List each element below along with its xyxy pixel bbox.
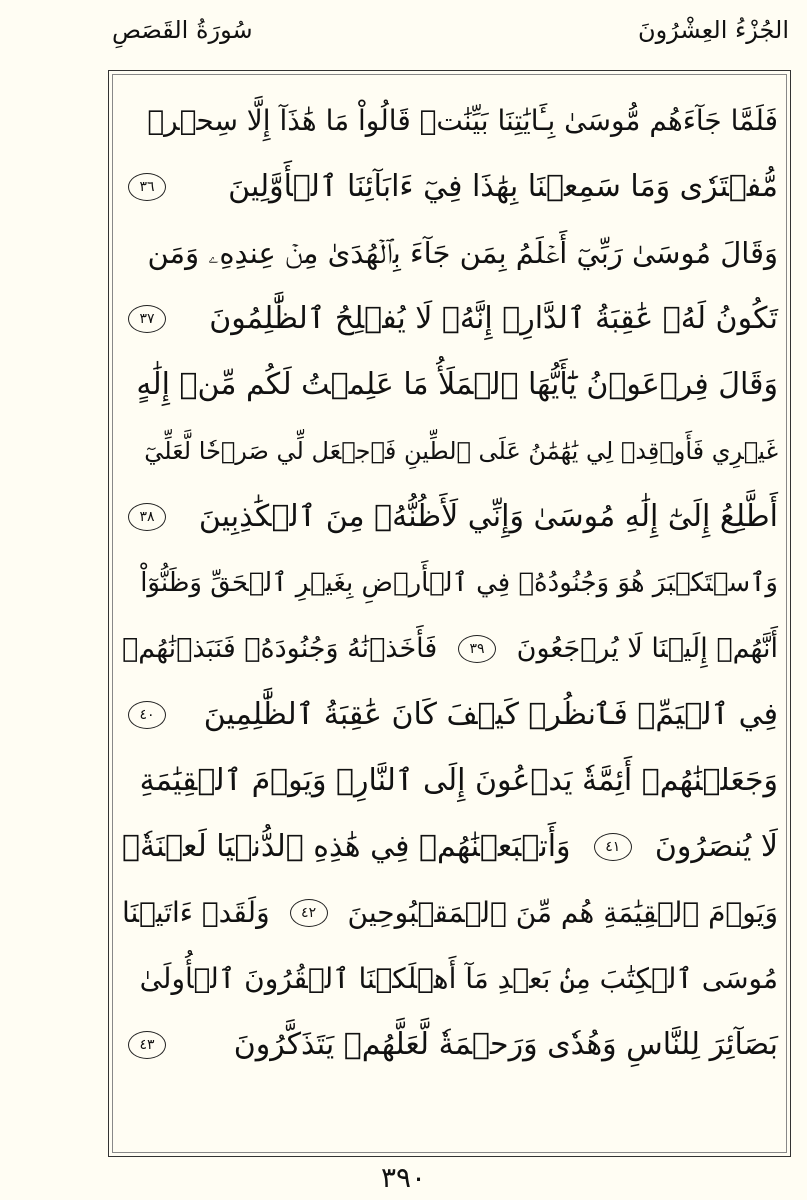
ayah-number-marker: ٤٢ <box>290 899 328 927</box>
ayah-number-marker: ٤١ <box>594 833 632 861</box>
verse-text: وَقَالَ فِرۡعَوۡنُ يَٰٓأَيُّهَا ٱلۡمَلَأُ مَا عَلِمۡتُ لَكُم مِّنۡ إِلَٰهٍ <box>136 367 778 402</box>
verse-text: وَقَالَ مُوسَىٰ رَبِّيٓ أَعۡلَمُ بِمَن جَآءَ بِٱلۡهُدَىٰ مِنۡ عِندِهِۦ وَمَن <box>147 236 778 270</box>
ayah-number-marker: ٣٧ <box>128 305 166 333</box>
text-line <box>116 352 784 418</box>
text-line <box>116 154 784 220</box>
verse-text: تَكُونُ لَهُۥ عَٰقِبَةُ ٱلدَّارِۚ إِنَّهُۥ لَا يُفۡلِحُ ٱلظَّٰلِمُونَ <box>209 301 778 336</box>
text-line <box>116 418 784 484</box>
verse-text: مُّفۡتَرٗى وَمَا سَمِعۡنَا بِهَٰذَا فِيٓ ءَابَآئِنَا ٱلۡأَوَّلِينَ <box>228 169 778 204</box>
verse-text: بَصَآئِرَ لِلنَّاسِ وَهُدٗى وَرَحۡمَةٗ لَّعَلَّهُمۡ يَتَذَكَّرُونَ <box>233 1027 778 1062</box>
text-line <box>116 880 784 946</box>
verse-text: وَٱسۡتَكۡبَرَ هُوَ وَجُنُودُهُۥ فِي ٱلۡأَرۡضِ بِغَيۡرِ ٱلۡحَقِّ وَظَنُّوٓاْ <box>140 568 778 598</box>
verse-text: أَطَّلِعُ إِلَىٰٓ إِلَٰهِ مُوسَىٰ وَإِنِّي لَأَظُنُّهُۥ مِنَ ٱلۡكَٰذِبِينَ <box>198 499 778 534</box>
ayah-number-marker: ٣٦ <box>128 173 166 201</box>
text-line <box>116 286 784 352</box>
text-line <box>116 484 784 550</box>
verse-text: وَلَقَدۡ ءَاتَيۡنَا <box>122 896 270 929</box>
text-line <box>116 220 784 286</box>
ayah-number-marker: ٣٨ <box>128 503 166 531</box>
verse-text: وَجَعَلۡنَٰهُمۡ أَئِمَّةٗ يَدۡعُونَ إِلَى ٱلنَّارِۖ وَيَوۡمَ ٱلۡقِيَٰمَةِ <box>139 763 778 798</box>
verse-text: لَا يُنصَرُونَ <box>654 829 778 864</box>
ayah-number-marker: ٣٩ <box>458 635 496 663</box>
ayah-number-marker: ٤٠ <box>128 701 166 729</box>
verse-text: فَأَخَذۡنَٰهُ وَجُنُودَهُۥ فَنَبَذۡنَٰهُمۡ <box>122 633 438 664</box>
verse-text: غَيۡرِي فَأَوۡقِدۡ لِي يَٰهَٰمَٰنُ عَلَى ٱلطِّينِ فَٱجۡعَل لِّي صَرۡحٗا لَّعَلِّيٓ <box>144 437 778 465</box>
text-line <box>116 616 784 682</box>
juz-title: الجُزْءُ العِشْرُونَ <box>637 16 789 44</box>
verse-text: فِي ٱلۡيَمِّۖ فَٱنظُرۡ كَيۡفَ كَانَ عَٰقِبَةُ ٱلظَّٰلِمِينَ <box>203 697 778 732</box>
text-line <box>116 748 784 814</box>
text-line <box>116 814 784 880</box>
page-header <box>0 0 807 64</box>
page-number: ٣٩٠ <box>380 1161 427 1194</box>
quran-text-block <box>116 88 784 1148</box>
verse-text: أَنَّهُمۡ إِلَيۡنَا لَا يُرۡجَعُونَ <box>516 633 778 664</box>
text-line <box>116 682 784 748</box>
verse-text: وَأَتۡبَعۡنَٰهُمۡ فِي هَٰذِهِ ٱلدُّنۡيَا لَعۡنَةٗۖ <box>122 829 571 864</box>
text-line <box>116 550 784 616</box>
ayah-number-marker: ٤٣ <box>128 1031 166 1059</box>
surah-title: سُورَةُ القَصَصِ <box>112 16 253 44</box>
text-line <box>116 1012 784 1078</box>
verse-text: فَلَمَّا جَآءَهُم مُّوسَىٰ بِـَٔايَٰتِنَا بَيِّنَٰتٖ قَالُواْ مَا هَٰذَآ إِلَّا سِحۡرٞ <box>147 104 778 137</box>
text-line <box>116 946 784 1012</box>
verse-text: مُوسَى ٱلۡكِتَٰبَ مِنۢ بَعۡدِ مَآ أَهۡلَكۡنَا ٱلۡقُرُونَ ٱلۡأُولَىٰ <box>139 962 778 995</box>
verse-text: وَيَوۡمَ ٱلۡقِيَٰمَةِ هُم مِّنَ ٱلۡمَقۡبُوحِينَ <box>347 896 778 929</box>
text-line <box>116 88 784 154</box>
